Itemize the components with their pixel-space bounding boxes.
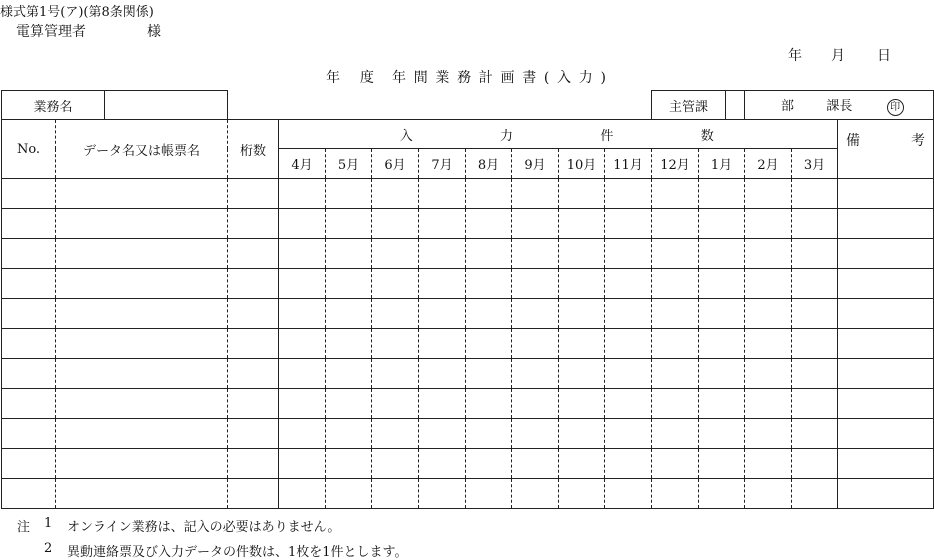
row-month-count-cell[interactable] (372, 329, 419, 359)
business-header-row (2, 91, 934, 120)
row-remarks-cell[interactable] (838, 209, 934, 239)
row-month-count-cell[interactable] (792, 329, 838, 359)
row-month-count-cell[interactable] (745, 359, 792, 389)
row-month-count-cell[interactable] (279, 179, 326, 209)
row-month-count-cell[interactable] (326, 449, 372, 479)
row-month-count-cell[interactable] (559, 269, 605, 299)
row-month-count-cell[interactable] (699, 179, 745, 209)
row-month-count-cell[interactable] (652, 239, 699, 269)
date-year: 年 (788, 48, 802, 64)
month-header: 8月 (466, 149, 512, 179)
row-month-count-cell[interactable] (792, 419, 838, 449)
row-month-count-cell[interactable] (699, 449, 745, 479)
row-month-count-cell[interactable] (745, 299, 792, 329)
month-header: 2月 (745, 149, 792, 179)
row-month-count-cell[interactable] (279, 419, 326, 449)
row-no-cell[interactable] (2, 179, 56, 209)
title-nendo: 年 度 (326, 70, 382, 86)
row-month-count-cell[interactable] (605, 269, 652, 299)
row-remarks-cell[interactable] (838, 419, 934, 449)
row-remarks-cell[interactable] (838, 179, 934, 209)
table-row (2, 179, 934, 209)
date-month: 月 (831, 48, 845, 64)
row-month-count-cell[interactable] (419, 389, 466, 419)
row-month-count-cell[interactable] (372, 179, 419, 209)
row-month-count-cell[interactable] (326, 329, 372, 359)
row-data-name-cell[interactable] (56, 359, 228, 389)
row-digits-cell[interactable] (228, 329, 279, 359)
row-month-count-cell[interactable] (326, 269, 372, 299)
row-month-count-cell[interactable] (652, 389, 699, 419)
row-month-count-cell[interactable] (512, 389, 559, 419)
row-month-count-cell[interactable] (745, 209, 792, 239)
row-month-count-cell[interactable] (605, 479, 652, 509)
row-month-count-cell[interactable] (559, 239, 605, 269)
row-month-count-cell[interactable] (745, 419, 792, 449)
row-month-count-cell[interactable] (326, 239, 372, 269)
row-remarks-cell[interactable] (838, 299, 934, 329)
month-header: 3月 (792, 149, 838, 179)
table-row (2, 479, 934, 509)
row-remarks-cell[interactable] (838, 449, 934, 479)
row-digits-cell[interactable] (228, 239, 279, 269)
table-row (2, 389, 934, 419)
row-month-count-cell[interactable] (652, 359, 699, 389)
row-digits-cell[interactable] (228, 479, 279, 509)
row-month-count-cell[interactable] (372, 239, 419, 269)
row-data-name-cell[interactable] (56, 449, 228, 479)
row-month-count-cell[interactable] (512, 359, 559, 389)
row-month-count-cell[interactable] (745, 329, 792, 359)
row-month-count-cell[interactable] (326, 419, 372, 449)
row-month-count-cell[interactable] (466, 479, 512, 509)
row-month-count-cell[interactable] (559, 299, 605, 329)
row-digits-cell[interactable] (228, 269, 279, 299)
row-no-cell[interactable] (2, 329, 56, 359)
supervisor-section-label: 主管課 (652, 91, 726, 119)
row-month-count-cell[interactable] (372, 359, 419, 389)
row-data-name-cell[interactable] (56, 299, 228, 329)
row-month-count-cell[interactable] (512, 419, 559, 449)
row-month-count-cell[interactable] (512, 269, 559, 299)
row-month-count-cell[interactable] (792, 239, 838, 269)
month-header: 11月 (605, 149, 652, 179)
row-month-count-cell[interactable] (745, 449, 792, 479)
table-row (2, 359, 934, 389)
row-month-count-cell[interactable] (512, 329, 559, 359)
table-row (2, 209, 934, 239)
row-month-count-cell[interactable] (699, 209, 745, 239)
row-month-count-cell[interactable] (512, 479, 559, 509)
row-month-count-cell[interactable] (792, 479, 838, 509)
row-digits-cell[interactable] (228, 359, 279, 389)
row-month-count-cell[interactable] (792, 179, 838, 209)
row-month-count-cell[interactable] (466, 389, 512, 419)
note-2-text: 異動連絡票及び入力データの件数は、1枚を1件とします。 (67, 545, 408, 560)
row-month-count-cell[interactable] (279, 239, 326, 269)
row-digits-cell[interactable] (228, 419, 279, 449)
row-remarks-cell[interactable] (838, 239, 934, 269)
row-month-count-cell[interactable] (699, 269, 745, 299)
row-month-count-cell[interactable] (605, 359, 652, 389)
row-month-count-cell[interactable] (419, 359, 466, 389)
row-month-count-cell[interactable] (512, 179, 559, 209)
row-month-count-cell[interactable] (699, 479, 745, 509)
row-month-count-cell[interactable] (372, 389, 419, 419)
row-month-count-cell[interactable] (466, 209, 512, 239)
blank-area (228, 91, 652, 120)
col-no-header: No. (2, 120, 56, 179)
row-digits-cell[interactable] (228, 389, 279, 419)
row-month-count-cell[interactable] (559, 359, 605, 389)
row-month-count-cell[interactable] (326, 359, 372, 389)
month-header: 4月 (279, 149, 326, 179)
row-month-count-cell[interactable] (745, 479, 792, 509)
row-month-count-cell[interactable] (372, 299, 419, 329)
row-remarks-cell[interactable] (838, 359, 934, 389)
seal-icon: 印 (887, 99, 904, 116)
plan-table (1, 90, 934, 509)
row-month-count-cell[interactable] (512, 239, 559, 269)
row-month-count-cell[interactable] (699, 239, 745, 269)
date-day: 日 (877, 48, 891, 64)
addressee: 電算管理者 (16, 24, 86, 40)
department-label: 部 (781, 98, 795, 114)
section-chief-label: 課長 (826, 98, 853, 114)
row-month-count-cell[interactable] (279, 209, 326, 239)
row-month-count-cell[interactable] (419, 479, 466, 509)
row-month-count-cell[interactable] (419, 269, 466, 299)
row-data-name-cell[interactable] (56, 209, 228, 239)
row-month-count-cell[interactable] (605, 209, 652, 239)
form-number: 様式第1号(ア)(第8条関係) (0, 5, 154, 20)
row-month-count-cell[interactable] (419, 299, 466, 329)
row-month-count-cell[interactable] (372, 209, 419, 239)
row-month-count-cell[interactable] (466, 419, 512, 449)
row-month-count-cell[interactable] (466, 359, 512, 389)
business-name-label: 業務名 (2, 91, 105, 119)
row-month-count-cell[interactable] (652, 419, 699, 449)
table-row (2, 239, 934, 269)
row-no-cell[interactable] (2, 359, 56, 389)
row-month-count-cell[interactable] (559, 209, 605, 239)
row-month-count-cell[interactable] (652, 269, 699, 299)
business-name-field[interactable] (105, 91, 227, 119)
row-month-count-cell[interactable] (419, 329, 466, 359)
row-month-count-cell[interactable] (652, 179, 699, 209)
row-data-name-cell[interactable] (56, 389, 228, 419)
row-data-name-cell[interactable] (56, 479, 228, 509)
row-month-count-cell[interactable] (326, 299, 372, 329)
row-month-count-cell[interactable] (419, 419, 466, 449)
row-month-count-cell[interactable] (372, 449, 419, 479)
row-remarks-cell[interactable] (838, 329, 934, 359)
row-month-count-cell[interactable] (466, 329, 512, 359)
row-month-count-cell[interactable] (792, 299, 838, 329)
month-header: 9月 (512, 149, 559, 179)
row-month-count-cell[interactable] (745, 269, 792, 299)
row-month-count-cell[interactable] (419, 179, 466, 209)
note-2-number: 2 (44, 541, 53, 556)
honorific: 様 (147, 24, 161, 40)
table-row (2, 329, 934, 359)
table-row (2, 269, 934, 299)
row-month-count-cell[interactable] (466, 269, 512, 299)
table-row (2, 419, 934, 449)
row-month-count-cell[interactable] (372, 269, 419, 299)
row-month-count-cell[interactable] (699, 389, 745, 419)
row-digits-cell[interactable] (228, 299, 279, 329)
row-month-count-cell[interactable] (699, 299, 745, 329)
row-month-count-cell[interactable] (605, 329, 652, 359)
row-month-count-cell[interactable] (466, 179, 512, 209)
row-month-count-cell[interactable] (279, 449, 326, 479)
row-month-count-cell[interactable] (792, 359, 838, 389)
row-remarks-cell[interactable] (838, 389, 934, 419)
row-month-count-cell[interactable] (372, 479, 419, 509)
row-month-count-cell[interactable] (559, 449, 605, 479)
row-month-count-cell[interactable] (326, 209, 372, 239)
month-header: 1月 (699, 149, 745, 179)
col-digits-header: 桁数 (228, 120, 279, 179)
row-month-count-cell[interactable] (326, 179, 372, 209)
row-month-count-cell[interactable] (605, 179, 652, 209)
row-month-count-cell[interactable] (559, 419, 605, 449)
remarks-label-1: 備 (846, 133, 861, 149)
row-month-count-cell[interactable] (279, 479, 326, 509)
row-no-cell[interactable] (2, 299, 56, 329)
row-month-count-cell[interactable] (279, 359, 326, 389)
row-month-count-cell[interactable] (559, 389, 605, 419)
row-month-count-cell[interactable] (279, 269, 326, 299)
row-no-cell[interactable] (2, 209, 56, 239)
col-data-name-header: データ名又は帳票名 (56, 120, 228, 179)
row-month-count-cell[interactable] (699, 419, 745, 449)
row-no-cell[interactable] (2, 449, 56, 479)
dept-chief-cell[interactable] (745, 91, 934, 120)
month-header: 12月 (652, 149, 699, 179)
row-data-name-cell[interactable] (56, 269, 228, 299)
notes-label: 注 (17, 520, 31, 535)
row-month-count-cell[interactable] (652, 209, 699, 239)
row-month-count-cell[interactable] (279, 329, 326, 359)
row-data-name-cell[interactable] (56, 239, 228, 269)
row-month-count-cell[interactable] (372, 419, 419, 449)
row-month-count-cell[interactable] (605, 389, 652, 419)
row-no-cell[interactable] (2, 389, 56, 419)
table-row (2, 299, 934, 329)
row-month-count-cell[interactable] (326, 389, 372, 419)
row-remarks-cell[interactable] (838, 479, 934, 509)
row-month-count-cell[interactable] (792, 389, 838, 419)
row-month-count-cell[interactable] (745, 179, 792, 209)
month-header: 10月 (559, 149, 605, 179)
row-month-count-cell[interactable] (466, 449, 512, 479)
row-month-count-cell[interactable] (605, 449, 652, 479)
row-month-count-cell[interactable] (652, 329, 699, 359)
row-month-count-cell[interactable] (559, 179, 605, 209)
row-month-count-cell[interactable] (792, 269, 838, 299)
supervisor-section-field[interactable] (726, 91, 744, 119)
row-month-count-cell[interactable] (279, 389, 326, 419)
row-month-count-cell[interactable] (559, 329, 605, 359)
row-data-name-cell[interactable] (56, 329, 228, 359)
month-header: 7月 (419, 149, 466, 179)
row-month-count-cell[interactable] (605, 419, 652, 449)
row-month-count-cell[interactable] (559, 479, 605, 509)
row-month-count-cell[interactable] (792, 449, 838, 479)
row-month-count-cell[interactable] (512, 209, 559, 239)
col-remarks-header (838, 120, 934, 179)
row-month-count-cell[interactable] (419, 239, 466, 269)
row-month-count-cell[interactable] (419, 209, 466, 239)
row-month-count-cell[interactable] (419, 449, 466, 479)
row-no-cell[interactable] (2, 269, 56, 299)
row-data-name-cell[interactable] (56, 419, 228, 449)
page-title: 年間業務計画書(入力) (392, 70, 614, 86)
row-month-count-cell[interactable] (605, 299, 652, 329)
row-month-count-cell[interactable] (652, 299, 699, 329)
row-digits-cell[interactable] (228, 449, 279, 479)
row-month-count-cell[interactable] (279, 299, 326, 329)
row-month-count-cell[interactable] (745, 389, 792, 419)
row-month-count-cell[interactable] (792, 209, 838, 239)
note-1-number: 1 (44, 516, 53, 531)
row-remarks-cell[interactable] (838, 269, 934, 299)
row-month-count-cell[interactable] (652, 479, 699, 509)
note-1-text: オンライン業務は、記入の必要はありません。 (67, 520, 341, 535)
row-month-count-cell[interactable] (605, 239, 652, 269)
row-digits-cell[interactable] (228, 179, 279, 209)
row-month-count-cell[interactable] (326, 479, 372, 509)
row-month-count-cell[interactable] (512, 299, 559, 329)
row-month-count-cell[interactable] (512, 449, 559, 479)
row-digits-cell[interactable] (228, 209, 279, 239)
row-no-cell[interactable] (2, 479, 56, 509)
row-month-count-cell[interactable] (652, 449, 699, 479)
row-no-cell[interactable] (2, 419, 56, 449)
row-month-count-cell[interactable] (466, 299, 512, 329)
row-month-count-cell[interactable] (466, 239, 512, 269)
month-header: 6月 (372, 149, 419, 179)
row-no-cell[interactable] (2, 239, 56, 269)
row-month-count-cell[interactable] (745, 239, 792, 269)
table-row (2, 449, 934, 479)
remarks-label-2: 考 (911, 133, 926, 149)
group-input-count-header: 入 力 件 数 (279, 120, 838, 149)
row-month-count-cell[interactable] (699, 329, 745, 359)
row-data-name-cell[interactable] (56, 179, 228, 209)
month-header: 5月 (326, 149, 372, 179)
row-month-count-cell[interactable] (699, 359, 745, 389)
table-header-row-1 (2, 120, 934, 149)
